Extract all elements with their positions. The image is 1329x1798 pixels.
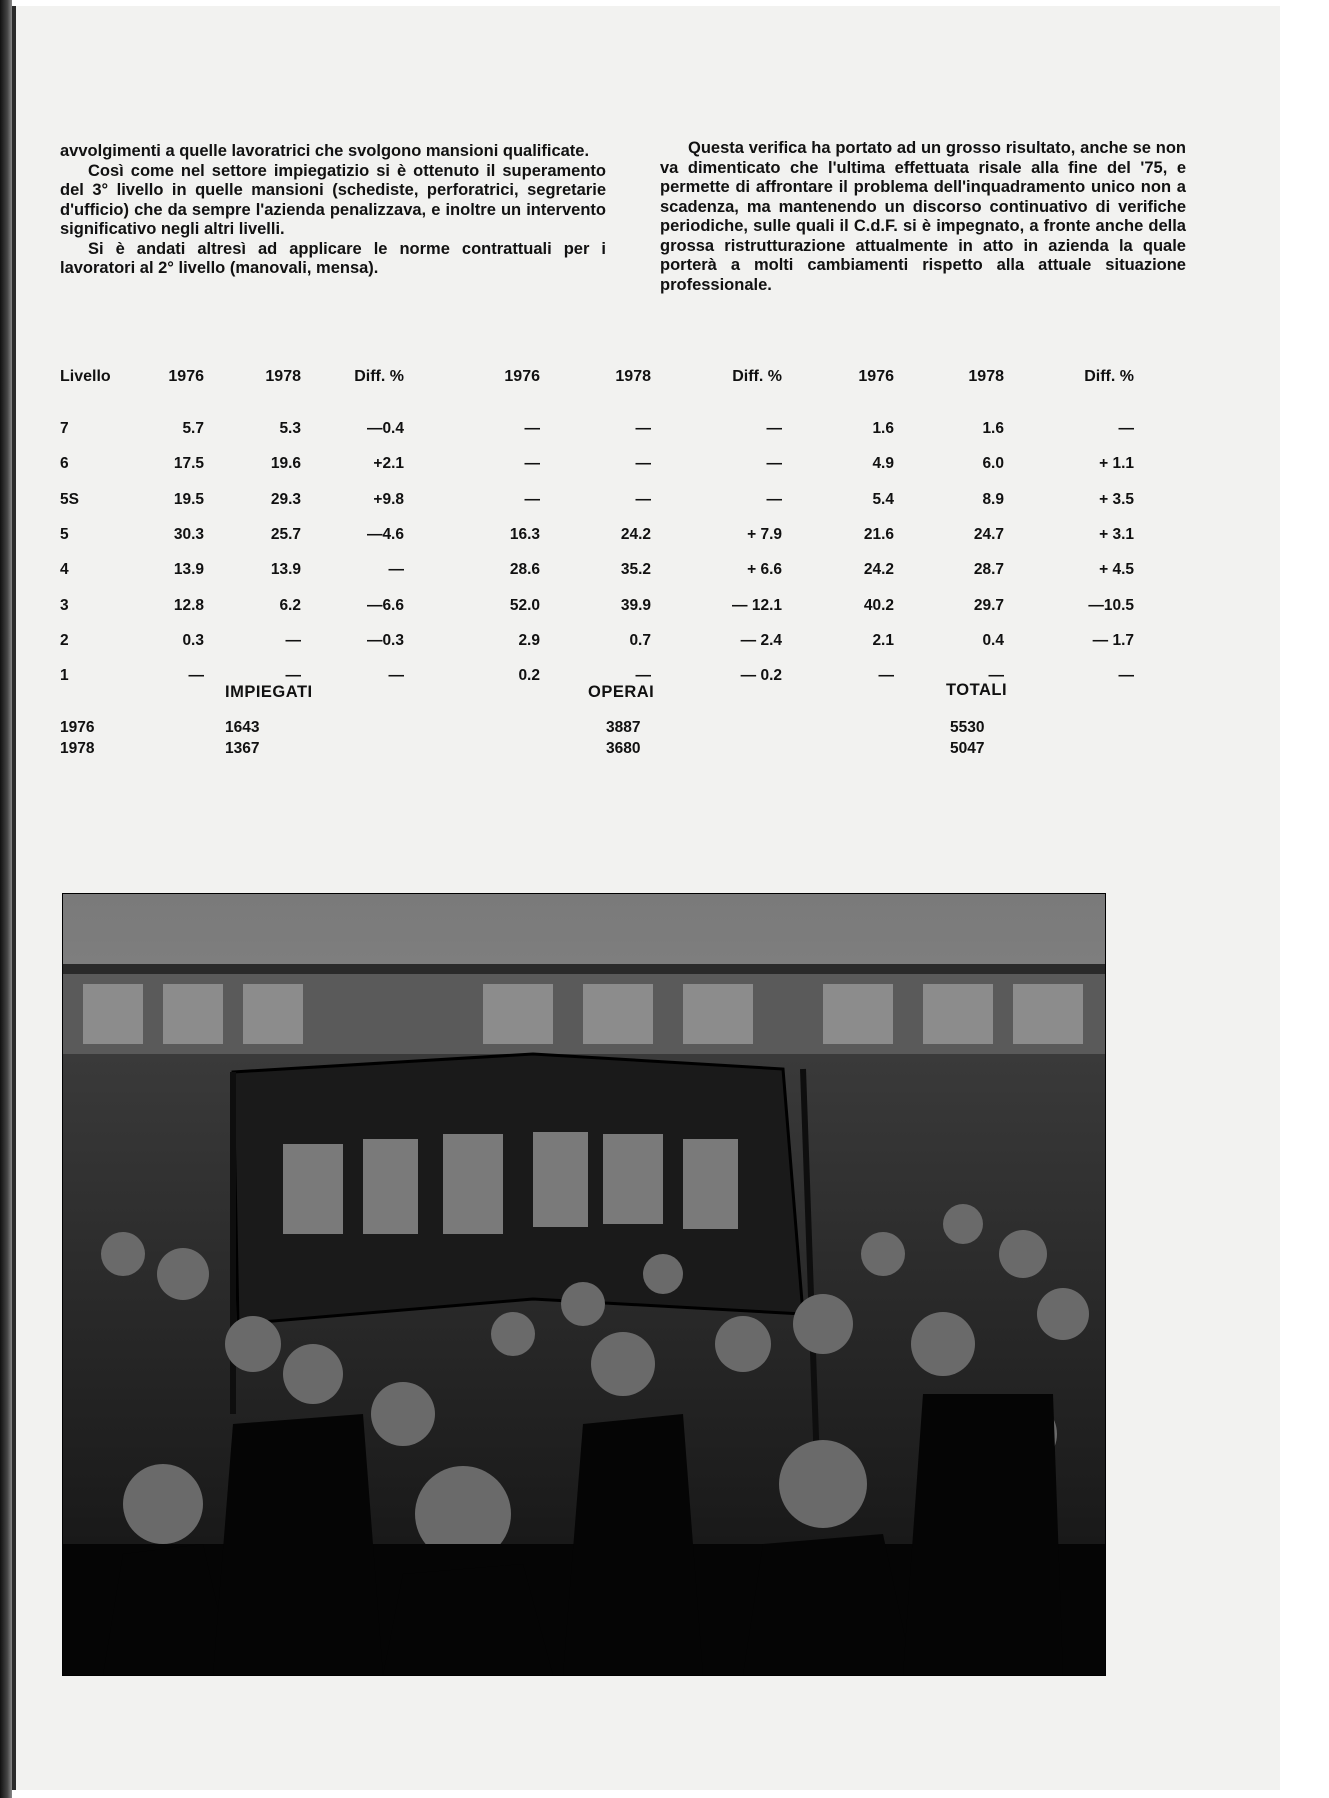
table-cell-imp-1976: 17.5 — [173, 455, 204, 472]
hdr-imp-diff: Diff. % — [354, 368, 404, 385]
left-text-column — [60, 142, 606, 279]
table-cell-imp-diff: —4.6 — [366, 526, 404, 543]
totals-totali: 5047 — [950, 740, 985, 757]
table-cell-tot-diff: + 3.1 — [1099, 526, 1134, 543]
table-cell-tot-1976: 2.1 — [872, 632, 894, 649]
table-cell-op-1976: — — [524, 455, 540, 472]
table-cell-imp-1976: 30.3 — [173, 526, 204, 543]
table-cell-op-1976: 28.6 — [509, 561, 540, 578]
table-cell-imp-1976: — — [188, 667, 204, 684]
table-cell-op-1978: — — [635, 491, 651, 508]
table-cell-imp-1978: 5.3 — [279, 420, 301, 437]
table-cell-level: 3 — [60, 597, 69, 614]
table-cell-op-1978: 0.7 — [629, 632, 651, 649]
table-cell-op-diff: — 2.4 — [740, 632, 782, 649]
table-cell-imp-1978: 13.9 — [270, 561, 301, 578]
table-cell-imp-diff: +2.1 — [373, 455, 404, 472]
table-cell-imp-diff: —0.4 — [366, 420, 404, 437]
table-cell-imp-diff: +9.8 — [373, 491, 404, 508]
table-cell-op-1976: 52.0 — [509, 597, 540, 614]
table-cell-imp-1978: 29.3 — [270, 491, 301, 508]
table-cell-imp-1976: 19.5 — [173, 491, 204, 508]
table-cell-imp-diff: —6.6 — [366, 597, 404, 614]
table-cell-op-1976: 2.9 — [518, 632, 540, 649]
table-cell-op-diff: — — [766, 420, 782, 437]
table-cell-op-1978: — — [635, 667, 651, 684]
book-spine — [0, 0, 12, 1798]
table-cell-tot-1976: 1.6 — [872, 420, 894, 437]
right-text-column — [660, 139, 1186, 295]
table-cell-op-diff: — — [766, 491, 782, 508]
table-cell-tot-1978: 29.7 — [973, 597, 1004, 614]
totals-year: 1978 — [60, 740, 95, 757]
table-cell-level: 7 — [60, 420, 69, 437]
table-cell-tot-diff: — 1.7 — [1092, 632, 1134, 649]
totals-impiegati: 1367 — [225, 740, 260, 757]
hdr-imp-1976: 1976 — [168, 368, 204, 385]
table-cell-tot-1976: 40.2 — [863, 597, 894, 614]
table-cell-tot-1978: 0.4 — [982, 632, 1004, 649]
table-cell-tot-1978: 1.6 — [982, 420, 1004, 437]
left-paragraph-2: Così come nel settore impiegatizio si è ottenuto il superamento del 3° livello in quelle mansioni (schediste, perforatrici, segretarie d'ufficio) che da sempre l'azienda penalizzava, e inoltre un intervento significativo negli altri livelli. — [60, 161, 606, 238]
table-cell-tot-diff: + 4.5 — [1099, 561, 1134, 578]
table-cell-tot-1976: 24.2 — [863, 561, 894, 578]
demonstration-photo — [62, 893, 1106, 1676]
table-cell-imp-1978: 6.2 — [279, 597, 301, 614]
totals-operai: 3680 — [606, 740, 641, 757]
table-cell-tot-1976: 4.9 — [872, 455, 894, 472]
table-cell-imp-1976: 13.9 — [173, 561, 204, 578]
table-cell-op-1978: — — [635, 420, 651, 437]
table-cell-tot-1976: 21.6 — [863, 526, 894, 543]
table-cell-level: 5S — [60, 491, 79, 508]
table-cell-level: 1 — [60, 667, 69, 684]
table-cell-op-1978: 24.2 — [620, 526, 651, 543]
group-title-impiegati: IMPIEGATI — [225, 683, 313, 701]
table-cell-imp-1978: 19.6 — [270, 455, 301, 472]
table-cell-op-diff: + 6.6 — [747, 561, 782, 578]
table-cell-level: 6 — [60, 455, 69, 472]
crowd-photo-illustration — [63, 894, 1105, 1675]
table-cell-tot-diff: + 3.5 — [1099, 491, 1134, 508]
table-cell-level: 5 — [60, 526, 69, 543]
table-cell-imp-1978: 25.7 — [270, 526, 301, 543]
hdr-op-diff: Diff. % — [732, 368, 782, 385]
hdr-op-1976: 1976 — [504, 368, 540, 385]
table-cell-tot-1978: — — [988, 667, 1004, 684]
table-cell-imp-1976: 0.3 — [182, 632, 204, 649]
table-cell-imp-diff: —0.3 — [366, 632, 404, 649]
table-cell-tot-1978: 28.7 — [973, 561, 1004, 578]
left-paragraph-1: avvolgimenti a quelle lavoratrici che svolgono mansioni qualificate. — [60, 142, 590, 160]
table-cell-op-1978: 35.2 — [620, 561, 651, 578]
totals-year: 1976 — [60, 719, 95, 736]
table-cell-op-1978: 39.9 — [620, 597, 651, 614]
table-cell-tot-diff: — — [1118, 420, 1134, 437]
table-cell-op-1976: — — [524, 491, 540, 508]
table-cell-op-1976: — — [524, 420, 540, 437]
hdr-imp-1978: 1978 — [265, 368, 301, 385]
hdr-tot-1978: 1978 — [968, 368, 1004, 385]
right-paragraph: Questa verifica ha portato ad un grosso risultato, anche se non va dimenticato che l'ultima effettuata risale alla fine del '75, e permette di affrontare il problema dell'inquadramento unico non a scadenza, ma mantenendo un discorso continuativo di verifiche periodiche, sulle quali il C.d.F. si è impegnato, a fronte anche della grossa ristrutturazione attualmente in atto in azienda la quale porterà a molti cambiamenti rispetto alla attuale situazione professionale. — [660, 139, 1186, 294]
hdr-livello: Livello — [60, 368, 111, 385]
totals-operai: 3887 — [606, 719, 641, 736]
table-cell-level: 2 — [60, 632, 69, 649]
table-cell-op-diff: — 12.1 — [732, 597, 782, 614]
table-cell-tot-diff: — — [1118, 667, 1134, 684]
table-cell-op-diff: — — [766, 455, 782, 472]
table-cell-level: 4 — [60, 561, 69, 578]
table-cell-imp-diff: — — [388, 667, 404, 684]
table-cell-tot-1978: 24.7 — [973, 526, 1004, 543]
table-cell-op-1978: — — [635, 455, 651, 472]
table-cell-op-diff: — 0.2 — [740, 667, 782, 684]
table-cell-tot-1976: — — [878, 667, 894, 684]
table-cell-imp-1976: 12.8 — [173, 597, 204, 614]
hdr-tot-1976: 1976 — [858, 368, 894, 385]
table-cell-imp-1978: — — [285, 632, 301, 649]
table-cell-op-1976: 0.2 — [518, 667, 540, 684]
table-cell-tot-diff: + 1.1 — [1099, 455, 1134, 472]
totals-impiegati: 1643 — [225, 719, 260, 736]
table-cell-tot-1976: 5.4 — [872, 491, 894, 508]
table-cell-imp-1976: 5.7 — [182, 420, 204, 437]
table-cell-op-diff: + 7.9 — [747, 526, 782, 543]
table-cell-imp-diff: — — [388, 561, 404, 578]
table-cell-op-1976: 16.3 — [509, 526, 540, 543]
hdr-op-1978: 1978 — [615, 368, 651, 385]
left-paragraph-3: Si è andati altresì ad applicare le norme contrattuali per i lavoratori al 2° livello (manovali, mensa). — [60, 239, 606, 277]
table-cell-tot-1978: 8.9 — [982, 491, 1004, 508]
group-title-totali: TOTALI — [946, 681, 1008, 699]
hdr-tot-diff: Diff. % — [1084, 368, 1134, 385]
table-cell-tot-1978: 6.0 — [982, 455, 1004, 472]
totals-totali: 5530 — [950, 719, 985, 736]
table-cell-imp-1978: — — [285, 667, 301, 684]
table-cell-tot-diff: —10.5 — [1088, 597, 1134, 614]
group-title-operai: OPERAI — [588, 683, 655, 701]
